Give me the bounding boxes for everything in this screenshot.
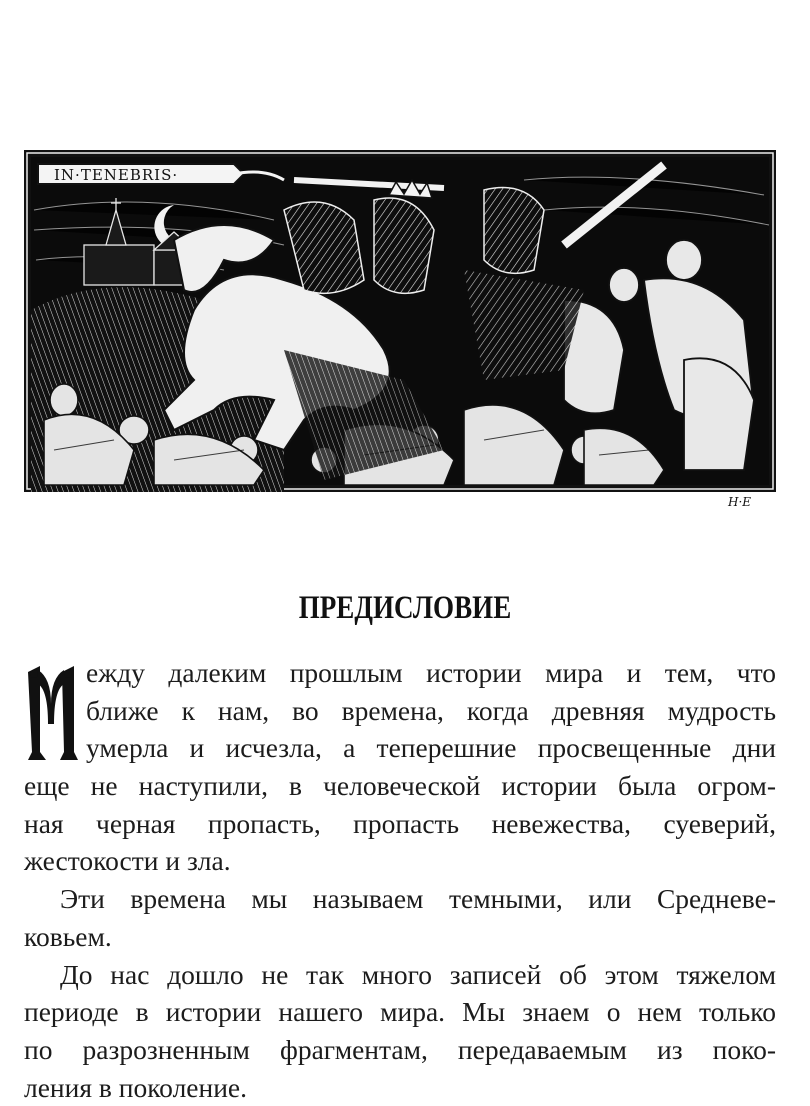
banner-text: IN·TENEBRIS· [54, 166, 178, 184]
text-line: периоде в истории нашего мира. Мы знаем о нем только [24, 993, 776, 1031]
text-line: ления в поколение. [24, 1069, 776, 1106]
text-line: по разрозненным фрагментам, передаваемым из поко- [24, 1031, 776, 1069]
paragraph-3 [24, 956, 776, 1106]
text-line: ежду далеким прошлым истории мира и тем, что [24, 654, 776, 692]
text-line: умерла и исчезла, а теперешние просвещенные дни [24, 729, 776, 767]
body-text [24, 654, 776, 1106]
artist-monogram: H·E [728, 495, 751, 509]
page-title: ПРЕДИСЛОВИЕ [73, 590, 737, 627]
text-line: Эти времена мы называем темными, или Средневе- [24, 880, 776, 918]
text-line: ная черная пропасть, пропасть невежества, суеверий, [24, 805, 776, 843]
text-line: еще не наступили, в человеческой истории была огром- [24, 767, 776, 805]
text-line: ковьем. [24, 918, 776, 956]
paragraph-2 [24, 880, 776, 955]
text-line: ближе к нам, во времена, когда древняя мудрость [24, 692, 776, 730]
paragraph-1 [24, 654, 776, 880]
text-line: жестокости и зла. [24, 842, 776, 880]
woodcut-illustration [24, 150, 776, 492]
text-line: До нас дошло не так много записей об этом тяжелом [24, 956, 776, 994]
